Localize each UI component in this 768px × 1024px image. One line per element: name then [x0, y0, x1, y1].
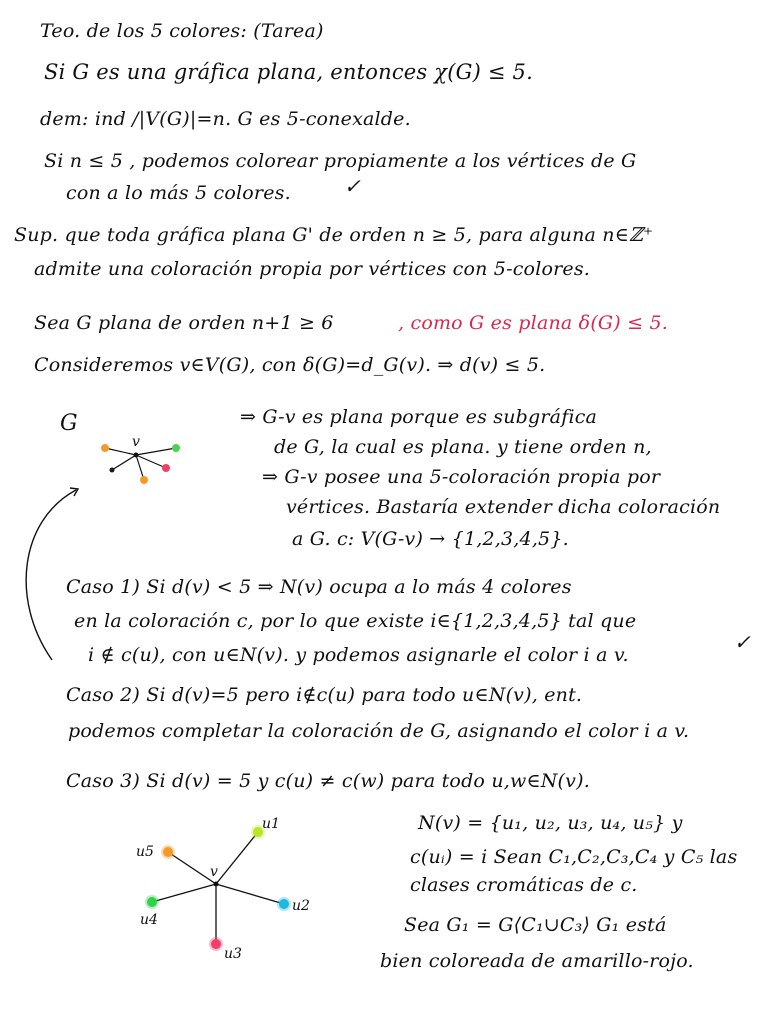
vertex-u2 — [279, 899, 289, 909]
color-classes-line-1: c(uᵢ) = i Sean C₁,C₂,C₃,C₄ y C₅ las — [410, 846, 738, 868]
case-1-line-2: en la coloración c, por lo que existe i∈{1,2,3,4,5} tal que — [74, 610, 637, 632]
figure-1-center-label: v — [132, 434, 140, 450]
vertex-u3 — [211, 939, 221, 949]
inductive-step-red-note: , como G es plana δ(G) ≤ 5. — [398, 312, 669, 334]
case-1-line-1: Caso 1) Si d(v) < 5 ⇒ N(v) ocupa a lo más 4 colores — [66, 576, 572, 598]
remove-vertex-line-5: a G. c: V(G-v) → {1,2,3,4,5}. — [292, 528, 569, 550]
case-2-line-2: podemos completar la coloración de G, asignando el color i a v. — [68, 720, 690, 742]
figure-1-vertex-orange-2 — [140, 476, 148, 484]
case-2-line-1: Caso 2) Si d(v)=5 pero i∉c(u) para todo u∈N(v), ent. — [66, 684, 583, 706]
curved-arrow — [26, 490, 76, 660]
consider-vertex: Consideremos v∈V(G), con δ(G)=d_G(v). ⇒ d(v) ≤ 5. — [34, 354, 546, 376]
label-u4: u4 — [140, 912, 158, 928]
label-u3: u3 — [224, 946, 242, 962]
label-u2: u2 — [292, 898, 310, 914]
remove-vertex-line-2: de G, la cual es plana. y tiene orden n, — [274, 436, 652, 458]
figure-2-graph — [136, 816, 310, 962]
inductive-step: Sea G plana de orden n+1 ≥ 6 — [34, 312, 334, 334]
figure-1-vertex-red — [162, 464, 170, 472]
remove-vertex-line-3: ⇒ G-v posee una 5-coloración propia por — [262, 466, 661, 488]
vertex-u4 — [147, 897, 157, 907]
checkmark-2: ✓ — [734, 630, 751, 654]
proof-start: dem: ind /|V(G)|=n. G es 5-conexalde. — [40, 108, 411, 130]
figure-1-vertex-black — [110, 468, 115, 473]
color-classes-line-2: clases cromáticas de c. — [410, 874, 638, 896]
figure-1-graph-label: G — [60, 411, 78, 436]
induction-hypothesis-line-1: Sup. que toda gráfica plana G' de orden n ≥ 5, para alguna n∈ℤ⁺ — [14, 224, 654, 246]
remove-vertex-line-4: vértices. Bastaría extender dicha coloración — [286, 496, 721, 518]
induction-hypothesis-line-2: admite una coloración propia por vértices con 5-colores. — [34, 258, 591, 280]
figure-1-vertex-orange — [101, 444, 109, 452]
label-u1: u1 — [262, 816, 280, 832]
figure-1-graph — [26, 411, 180, 660]
figure-1-vertex-green — [172, 444, 180, 452]
base-case-line-2: con a lo más 5 colores. — [66, 182, 291, 204]
figure-1-center-vertex — [134, 453, 139, 458]
theorem-statement: Si G es una gráfica plana, entonces χ(G) ≤ 5. — [44, 60, 533, 84]
figure-2-center-vertex — [214, 882, 219, 887]
neighborhood-set: N(v) = {u₁, u₂, u₃, u₄, u₅} y — [418, 812, 683, 834]
base-case-line-1: Si n ≤ 5 , podemos colorear propiamente a los vértices de G — [44, 150, 637, 172]
checkmark-1: ✓ — [344, 174, 361, 198]
figure-2-center-label: v — [210, 864, 218, 880]
remove-vertex-line-1: ⇒ G-v es plana porque es subgráfica — [240, 406, 598, 428]
subgraph-coloring: bien coloreada de amarillo-rojo. — [380, 950, 694, 972]
case-3-line-1: Caso 3) Si d(v) = 5 y c(u) ≠ c(w) para todo u,w∈N(v). — [66, 770, 590, 792]
theorem-title: Teo. de los 5 colores: (Tarea) — [40, 20, 324, 42]
vertex-u5 — [163, 847, 173, 857]
label-u5: u5 — [136, 844, 154, 860]
case-1-line-3: i ∉ c(u), con u∈N(v). y podemos asignarle el color i a v. — [88, 644, 629, 666]
subgraph-definition: Sea G₁ = G⟨C₁∪C₃⟩ G₁ está — [404, 914, 667, 936]
